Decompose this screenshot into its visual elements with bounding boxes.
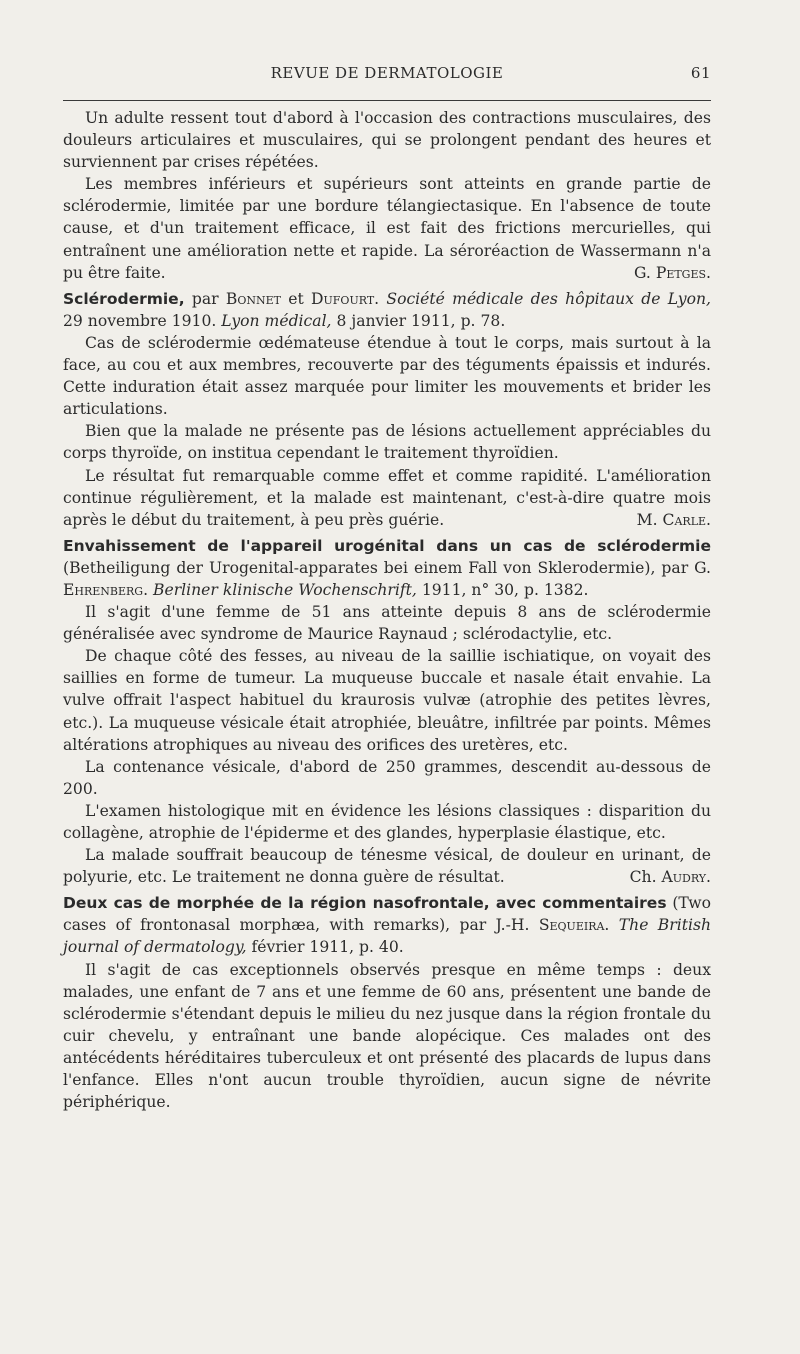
entry-ref: février 1911, p. 40.: [246, 938, 404, 957]
entry-title: Envahissement de l'appareil urogénital dans un cas de sclérodermie: [63, 536, 711, 555]
entry-title: Deux cas de morphée de la région nasofrontale, avec commentaires: [63, 894, 667, 913]
paragraph: Bien que la malade ne présente pas de lésions actuellement appréciables du corps thyroïde, on institua cependant le traitement thyroïdien.: [63, 422, 711, 463]
paragraph: Un adulte ressent tout d'abord à l'occasion des contractions musculaires, des douleurs articulaires et musculaires, qui se prolongent pendant des heures et surviennent par crises répétées.: [63, 109, 711, 172]
entry-author: Sequeira.: [538, 916, 610, 935]
paragraph: La contenance vésicale, d'abord de 250 grammes, descendit au-dessous de 200.: [63, 757, 711, 798]
paragraph: [63, 844, 711, 888]
paragraph: L'examen histologique mit en évidence les lésions classiques : disparition du collagène, atrophie de l'épiderme et des glandes, hyperplasie élastique, etc.: [63, 801, 711, 842]
entry-and: et: [280, 289, 312, 308]
entry-journal: Société médicale des hôpitaux de Lyon,: [379, 289, 711, 308]
signature-initial: G.: [634, 263, 656, 282]
page: [63, 62, 711, 1113]
entry-by: par: [184, 289, 226, 308]
paragraph-text: Le résultat fut remarquable comme effet et comme rapidité. L'amélioration continue régulièrement, et la malade est maintenant, c'est-à-dire quatre mois après le début du traitement, à peu près guérie.: [63, 466, 711, 529]
header-rule: [63, 100, 711, 101]
entry-heading: [63, 535, 711, 601]
paragraph: Il s'agit de cas exceptionnels observés presque en même temps : deux malades, une enfant de 7 ans et une femme de 60 ans, présentent une bande de sclérodermie s'étendant depuis le milieu du nez jusque dans la région frontale du cuir chevelu, y entraînant une bande alopécique. Ces malades ont des antécédents héréditaires tuberculeux et ont présenté des placards de lupus dans l'enfance. Elles n'ont aucun trouble thyroïdien, aucun signe de névrite périphérique.: [63, 960, 711, 1112]
entry-author: Ehrenberg.: [63, 580, 149, 599]
article-body: [63, 107, 711, 1113]
entry-heading: [63, 892, 711, 958]
signature-name: Carle.: [662, 510, 711, 529]
paragraph: De chaque côté des fesses, au niveau de la saillie ischiatique, on voyait des saillies en forme de tumeur. La muqueuse buccale et nasale était envahie. La vulve offrait l'aspect habituel du kraurosis vulvæ (atrophie des petites lèvres, etc.). La muqueuse vésicale était atrophiée, bleuâtre, infiltrée par points. Mêmes altérations atrophiques au niveau des orifices des uretères, etc.: [63, 647, 711, 754]
signature: [615, 509, 711, 531]
entry-date: 29 novembre 1910.: [63, 311, 222, 330]
entry-ref: 1911, n° 30, p. 1382.: [416, 580, 589, 599]
entry-date: 8 janvier 1911, p. 78.: [331, 311, 506, 330]
signature-name: Audry.: [661, 868, 711, 887]
paragraph: [63, 173, 711, 283]
signature-initial: M.: [636, 510, 663, 529]
signature: [608, 866, 711, 888]
entry-subtitle: (Two cases of frontonasal morphæa, with remarks), par J.-H.: [63, 894, 711, 935]
page-number: 61: [690, 64, 711, 82]
signature-initial: Ch.: [629, 868, 662, 887]
paragraph-text: Les membres inférieurs et supérieurs sont atteints en grande partie de sclérodermie, limitée par une bordure télangiectasique. En l'absence de toute cause, et d'un traitement efficace, il est fait des frictions mercurielles, qui entraînent une amélioration nette et rapide. La séroréaction de Wassermann n'a pu être faite.: [63, 175, 711, 282]
journal-title: REVUE DE DERMATOLOGIE: [270, 64, 504, 82]
entry-author: Bonnet: [225, 289, 281, 308]
signature-name: Petges.: [655, 263, 711, 282]
paragraph: Cas de sclérodermie œdémateuse étendue à tout le corps, mais surtout à la face, au cou et aux membres, recouverte par des téguments épaissis et indurés. Cette induration était assez marquée pour limiter les mouvements et brider les articulations.: [63, 333, 711, 419]
running-header: [63, 62, 711, 88]
paragraph: [63, 465, 711, 531]
paragraph: Il s'agit d'une femme de 51 ans atteinte depuis 8 ans de sclérodermie généralisée avec syndrome de Maurice Raynaud ; sclérodactylie, etc.: [63, 603, 711, 644]
entry-subtitle: (Betheiligung der Urogenital-apparates bei einem Fall von Sklerodermie), par G.: [63, 558, 711, 577]
entry-journal: Lyon médical,: [221, 311, 332, 330]
signature: [612, 262, 711, 284]
entry-heading: [63, 288, 711, 332]
entry-author: Dufourt.: [311, 289, 380, 308]
entry-journal: The British journal of dermatology,: [63, 916, 711, 957]
paragraph-text: La malade souffrait beaucoup de ténesme vésical, de douleur en urinant, de polyurie, etc. Le traitement ne donna guère de résultat.: [63, 846, 711, 887]
entry-title: Sclérodermie,: [63, 289, 185, 308]
entry-journal: Berliner klinische Wochenschrift,: [148, 580, 417, 599]
